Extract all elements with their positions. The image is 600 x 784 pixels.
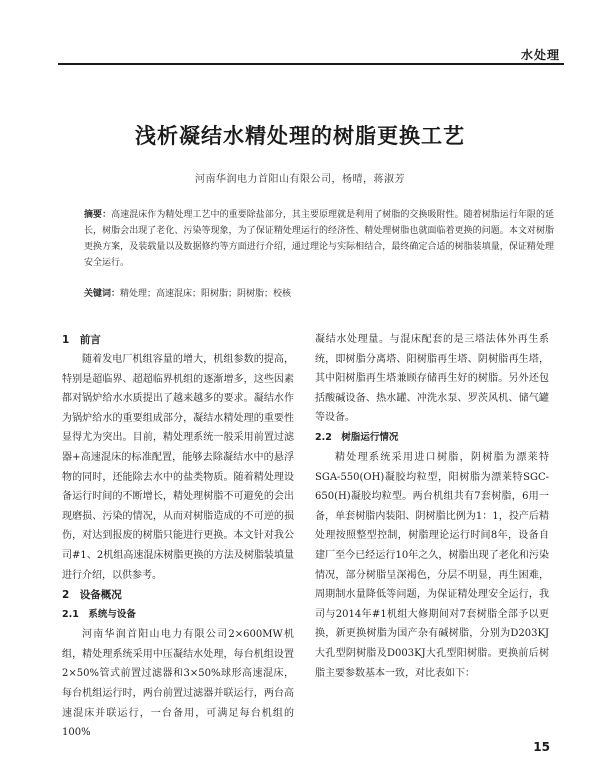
section-2-1-continuation: 凝结水处理量。与混床配套的是三塔法体外再生系统，即树脂分离塔、阳树脂再生塔、阴树脂再生塔，其中阳树脂再生塔兼顾存储再生好的树脂。另外还包括酸碱设备、热水罐、冲洗水泵、罗茨风机、储气罐等设备。 [315,334,549,424]
article-title: 浅析凝结水精处理的树脂更换工艺 [135,124,465,148]
left-column [62,330,294,743]
abstract [84,207,554,271]
section-2-heading: 2 设备概况 [62,589,122,602]
keywords-text: 精处理；高速混床；阳树脂；阴树脂；校核 [120,289,292,299]
keywords-label: 关键词： [84,289,121,299]
abstract-label: 摘要： [84,210,112,220]
section-2-1-heading: 2.1 系统与设备 [62,609,136,621]
section-1-paragraph: 随着发电厂机组容量的增大，机组参数的提高，特别是超临界、超超临界机组的逐渐增多，这些因素都对锅炉给水水质提出了越来越多的要求。凝结水作为锅炉给水的重要组成部分，凝结水精处理的重要性显得尤为突出。目前，精处理系统一般采用前置过滤器+高速混床的标准配置，能够去除凝结水中的悬浮物的同时，还能除去水中的盐类物质。随着精处理设备运行时间的不断增长，精处理树脂不可避免的会出现磨损、污染的情况，从而对树脂造成的不可逆的损伤，对达到报废的树脂只能进行更换。本文针对我公司#1、2机组高速混床树脂更换的方法及树脂装填量进行介绍，以供参考。 [62,354,294,581]
right-column [315,330,549,683]
keywords [84,286,554,299]
section-2-1-paragraph: 河南华润首阳山电力有限公司2×600MW机组，精处理系统采用中压凝结水处理，每台机组设置2×50%管式前置过滤器和3×50%球形高速混床，每台机组运行时，两台前置过滤器并联运行，两台高速混床并联运行，一台备用，可满足每台机组的100% [62,629,294,739]
section-tag: 水处理 [520,48,560,62]
abstract-text: 高速混床作为精处理工艺中的重要除盐部分，其主要原理就是利用了树脂的交换吸附性。随着树脂运行年限的延长，树脂会出现了老化、污染等现象，为了保证精处理运行的经济性、精处理树脂也就面临着更换的问题。本文对树脂更换方案，及装载量以及数据修约等方面进行介绍，通过理论与实际相结合，最终确定合适的树脂装填量，保证精处理安全运行。 [84,210,554,268]
authors-affiliation: 河南华润电力首阳山有限公司，杨晴，蒋淑芳 [195,174,405,185]
section-2-2-paragraph: 精处理系统采用进口树脂，阴树脂为漂莱特SGA-550(OH)凝胶均粒型，阳树脂为漂莱特SGC-650(H)凝胶均粒型。两台机组共有7套树脂，6用一备，单套树脂内装阳、阴树脂比例为1：1，投产后精处理按照整型控制，树脂理论运行时间8年，设备自建厂至今已经运行10年之久，树脂出现了老化和污染情况，部分树脂呈深褐色，分层不明显，再生困难，周期制水量降低等问题，为保证精处理安全运行，我司与2014年#1机组大修期间对7套树脂全部予以更换，新更换树脂为国产杂有碱树脂，分别为D203KJ大孔型阴树脂及D003KJ大孔型阳树脂。更换前后树脂主要参数基本一致，对比表如下： [315,451,549,679]
section-1-heading: 1 前言 [62,334,101,346]
page-number: 15 [533,740,550,754]
section-2-2-heading: 2.2 树脂运行情况 [315,431,399,443]
header-rule [58,63,564,65]
